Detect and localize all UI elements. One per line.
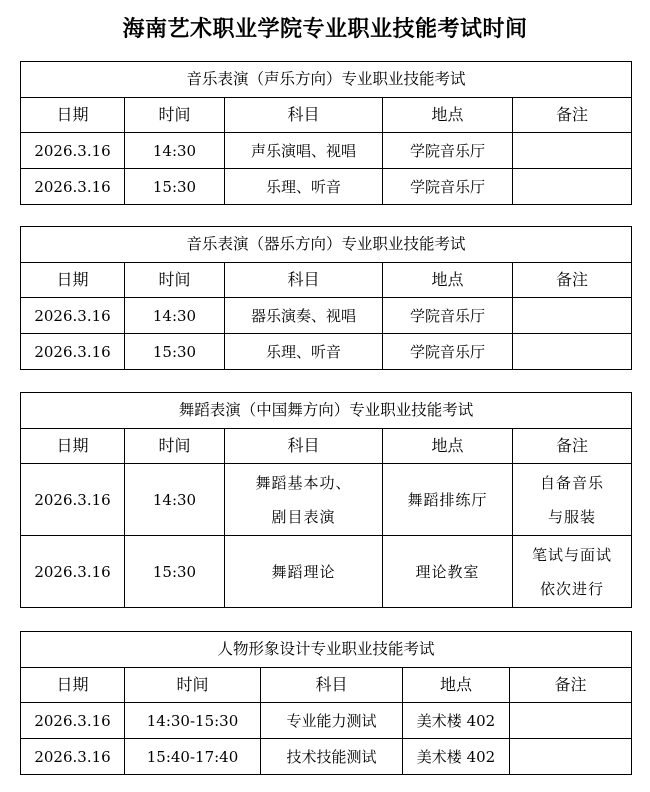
- cell-location: 学院音乐厅: [383, 298, 513, 334]
- cell-time: 14:30: [125, 133, 225, 169]
- header-date: 日期: [21, 668, 125, 703]
- cell-date: 2026.3.16: [21, 133, 125, 169]
- exam-table-dance: [20, 392, 632, 608]
- cell-notes: 自备音乐 与服装: [513, 464, 632, 536]
- table-row: [21, 169, 632, 205]
- header-notes: 备注: [513, 263, 632, 298]
- cell-notes: [513, 298, 632, 334]
- header-location: 地点: [383, 98, 513, 133]
- cell-time: 14:30: [125, 464, 225, 536]
- table-caption: 舞蹈表演（中国舞方向）专业职业技能考试: [21, 393, 632, 429]
- header-date: 日期: [21, 429, 125, 464]
- table-caption: 音乐表演（器乐方向）专业职业技能考试: [21, 227, 632, 263]
- cell-notes: [513, 133, 632, 169]
- cell-time: 15:30: [125, 536, 225, 608]
- header-date: 日期: [21, 263, 125, 298]
- header-time: 时间: [125, 98, 225, 133]
- header-location: 地点: [403, 668, 510, 703]
- cell-location: 学院音乐厅: [383, 334, 513, 370]
- header-time: 时间: [125, 668, 261, 703]
- cell-date: 2026.3.16: [21, 536, 125, 608]
- table-row: [21, 739, 632, 775]
- cell-subject: 声乐演唱、视唱: [225, 133, 383, 169]
- exam-table-image-design: [20, 631, 632, 775]
- page-title: 海南艺术职业学院专业职业技能考试时间: [122, 17, 528, 42]
- header-date: 日期: [21, 98, 125, 133]
- cell-location: 舞蹈排练厅: [383, 464, 513, 536]
- cell-subject: 舞蹈基本功、 剧目表演: [225, 464, 383, 536]
- header-subject: 科目: [225, 429, 383, 464]
- header-notes: 备注: [513, 429, 632, 464]
- cell-notes: [510, 739, 632, 775]
- cell-location: 学院音乐厅: [383, 133, 513, 169]
- header-location: 地点: [383, 263, 513, 298]
- header-subject: 科目: [225, 263, 383, 298]
- cell-time: 15:40-17:40: [125, 739, 261, 775]
- cell-time: 14:30: [125, 298, 225, 334]
- table-caption: 音乐表演（声乐方向）专业职业技能考试: [21, 62, 632, 98]
- table-row: [21, 536, 632, 608]
- table-row: [21, 703, 632, 739]
- header-subject: 科目: [225, 98, 383, 133]
- cell-date: 2026.3.16: [21, 334, 125, 370]
- cell-time: 15:30: [125, 334, 225, 370]
- cell-date: 2026.3.16: [21, 739, 125, 775]
- cell-subject: 乐理、听音: [225, 169, 383, 205]
- table-row: [21, 298, 632, 334]
- table-row: [21, 334, 632, 370]
- cell-date: 2026.3.16: [21, 703, 125, 739]
- header-time: 时间: [125, 263, 225, 298]
- header-subject: 科目: [261, 668, 403, 703]
- cell-date: 2026.3.16: [21, 169, 125, 205]
- cell-notes: [510, 703, 632, 739]
- cell-subject: 专业能力测试: [261, 703, 403, 739]
- header-location: 地点: [383, 429, 513, 464]
- cell-date: 2026.3.16: [21, 464, 125, 536]
- cell-subject: 乐理、听音: [225, 334, 383, 370]
- cell-notes: 笔试与面试 依次进行: [513, 536, 632, 608]
- cell-notes: [513, 169, 632, 205]
- cell-location: 美术楼 402: [403, 703, 510, 739]
- cell-location: 学院音乐厅: [383, 169, 513, 205]
- cell-location: 美术楼 402: [403, 739, 510, 775]
- cell-subject: 舞蹈理论: [225, 536, 383, 608]
- header-notes: 备注: [510, 668, 632, 703]
- header-time: 时间: [125, 429, 225, 464]
- cell-time: 15:30: [125, 169, 225, 205]
- exam-table-vocal: [20, 61, 632, 205]
- table-row: [21, 464, 632, 536]
- cell-subject: 器乐演奏、视唱: [225, 298, 383, 334]
- header-notes: 备注: [513, 98, 632, 133]
- table-row: [21, 133, 632, 169]
- cell-date: 2026.3.16: [21, 298, 125, 334]
- cell-location: 理论教室: [383, 536, 513, 608]
- cell-notes: [513, 334, 632, 370]
- cell-subject: 技术技能测试: [261, 739, 403, 775]
- table-caption: 人物形象设计专业职业技能考试: [21, 632, 632, 668]
- exam-table-instrumental: [20, 226, 632, 370]
- cell-time: 14:30-15:30: [125, 703, 261, 739]
